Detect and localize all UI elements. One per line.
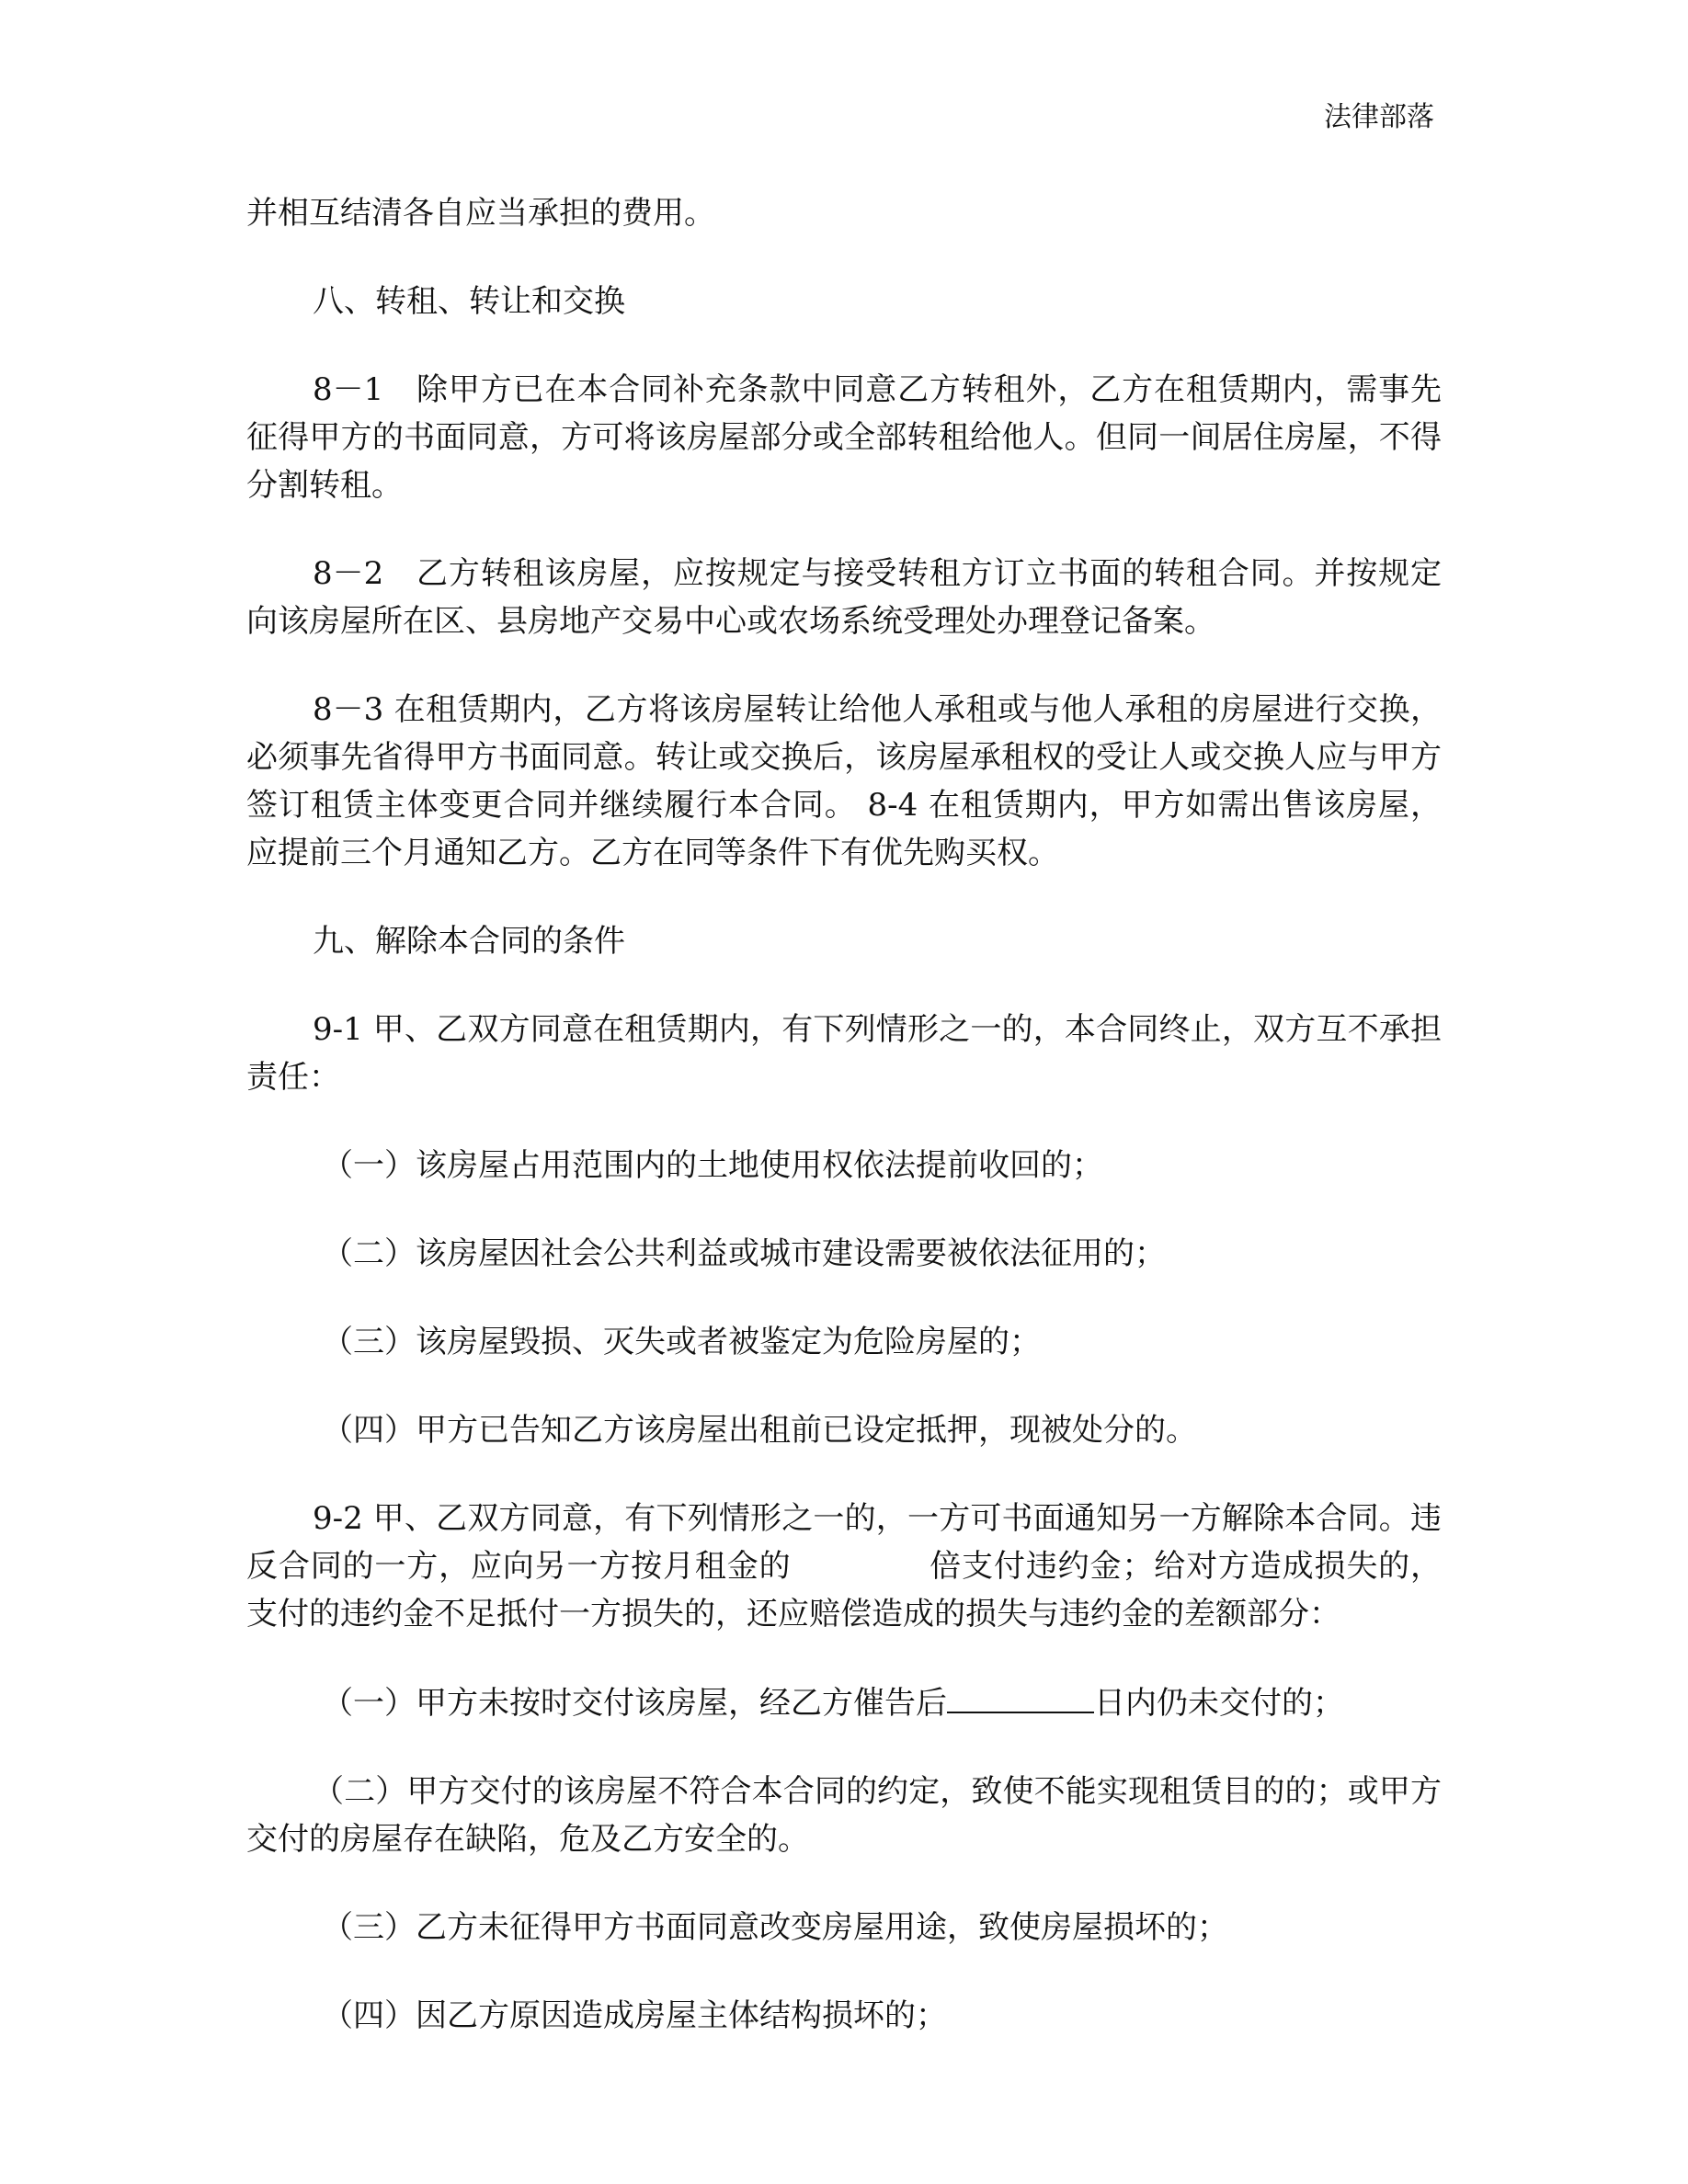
- clause-9-1-item-4: （四）甲方已告知乙方该房屋出租前已设定抵押，现被处分的。: [322, 1412, 1197, 1449]
- clause-9-2-item-3: （三）乙方未征得甲方书面同意改变房屋用途，致使房屋损坏的；: [322, 1909, 1228, 1946]
- clause-9-1-item-3: （三）该房屋毁损、灭失或者被鉴定为危险房屋的；: [322, 1324, 1041, 1360]
- document-body: [246, 189, 1442, 2080]
- clause-9-2-item-2: （二）甲方交付的该房屋不符合本合同的约定，致使不能实现租赁目的的；或甲方交付的房屋存在缺陷，危及乙方安全的。: [246, 1773, 1442, 1858]
- clause-9-2: [246, 1495, 1442, 1638]
- days-blank-underline: [947, 1678, 1094, 1713]
- clause-8-3: 8－3 在租赁期内，乙方将该房屋转让给他人承租或与他人承租的房屋进行交换，必须事先省得甲方书面同意。转让或交换后，该房屋承租权的受让人或交换人应与甲方签订租赁主体变更合同并继续履行本合同。 8-4 在租赁期内，甲方如需出售该房屋，应提前三个月通知乙方。乙方在同等条件下有优先购买权。: [246, 691, 1442, 871]
- header-brand: 法律部落: [1324, 101, 1434, 133]
- clause-9-1-item-1: （一）该房屋占用范围内的土地使用权依法提前收回的；: [322, 1147, 1103, 1184]
- clause-9-2-item-1: [246, 1678, 1442, 1727]
- section-heading-9: 九、解除本合同的条件: [313, 923, 625, 960]
- clause-8-1: 8－1 除甲方已在本合同补充条款中同意乙方转租外，乙方在租赁期内，需事先征得甲方的书面同意，方可将该房屋部分或全部转租给他人。但同一间居住房屋，不得分割转租。: [246, 371, 1442, 504]
- clause-9-2-item-1-start: （一）甲方未按时交付该房屋，经乙方催告后: [322, 1685, 947, 1722]
- clause-9-1: 9-1 甲、乙双方同意在租赁期内，有下列情形之一的，本合同终止，双方互不承担责任：: [246, 1011, 1442, 1096]
- paragraph-settle-fees: 并相互结清各自应当承担的费用。: [246, 195, 715, 232]
- clause-9-1-item-2: （二）该房屋因社会公共利益或城市建设需要被依法征用的；: [322, 1235, 1166, 1272]
- clause-9-2-item-4: （四）因乙方原因造成房屋主体结构损坏的；: [322, 1997, 947, 2034]
- clause-8-2: 8－2 乙方转租该房屋，应按规定与接受转租方订立书面的转租合同。并按规定向该房屋所在区、县房地产交易中心或农场系统受理处办理登记备案。: [246, 555, 1442, 640]
- clause-9-2-text-start: 9-2 甲、乙双方同意，有下列情形之一的，一方可书面通知另一方解除本合同。违反合同的一方，应向另一方按月租金的: [246, 1500, 1442, 1585]
- clause-9-2-item-1-end: 日内仍未交付的；: [1094, 1685, 1344, 1722]
- section-heading-8: 八、转租、转让和交换: [313, 283, 625, 320]
- clause-9-2-text-end: 倍支付违约金；给对方造成损失的，支付的违约金不足抵付一方损失的，还应赔偿造成的损失与违约金的差额部分：: [246, 1548, 1443, 1632]
